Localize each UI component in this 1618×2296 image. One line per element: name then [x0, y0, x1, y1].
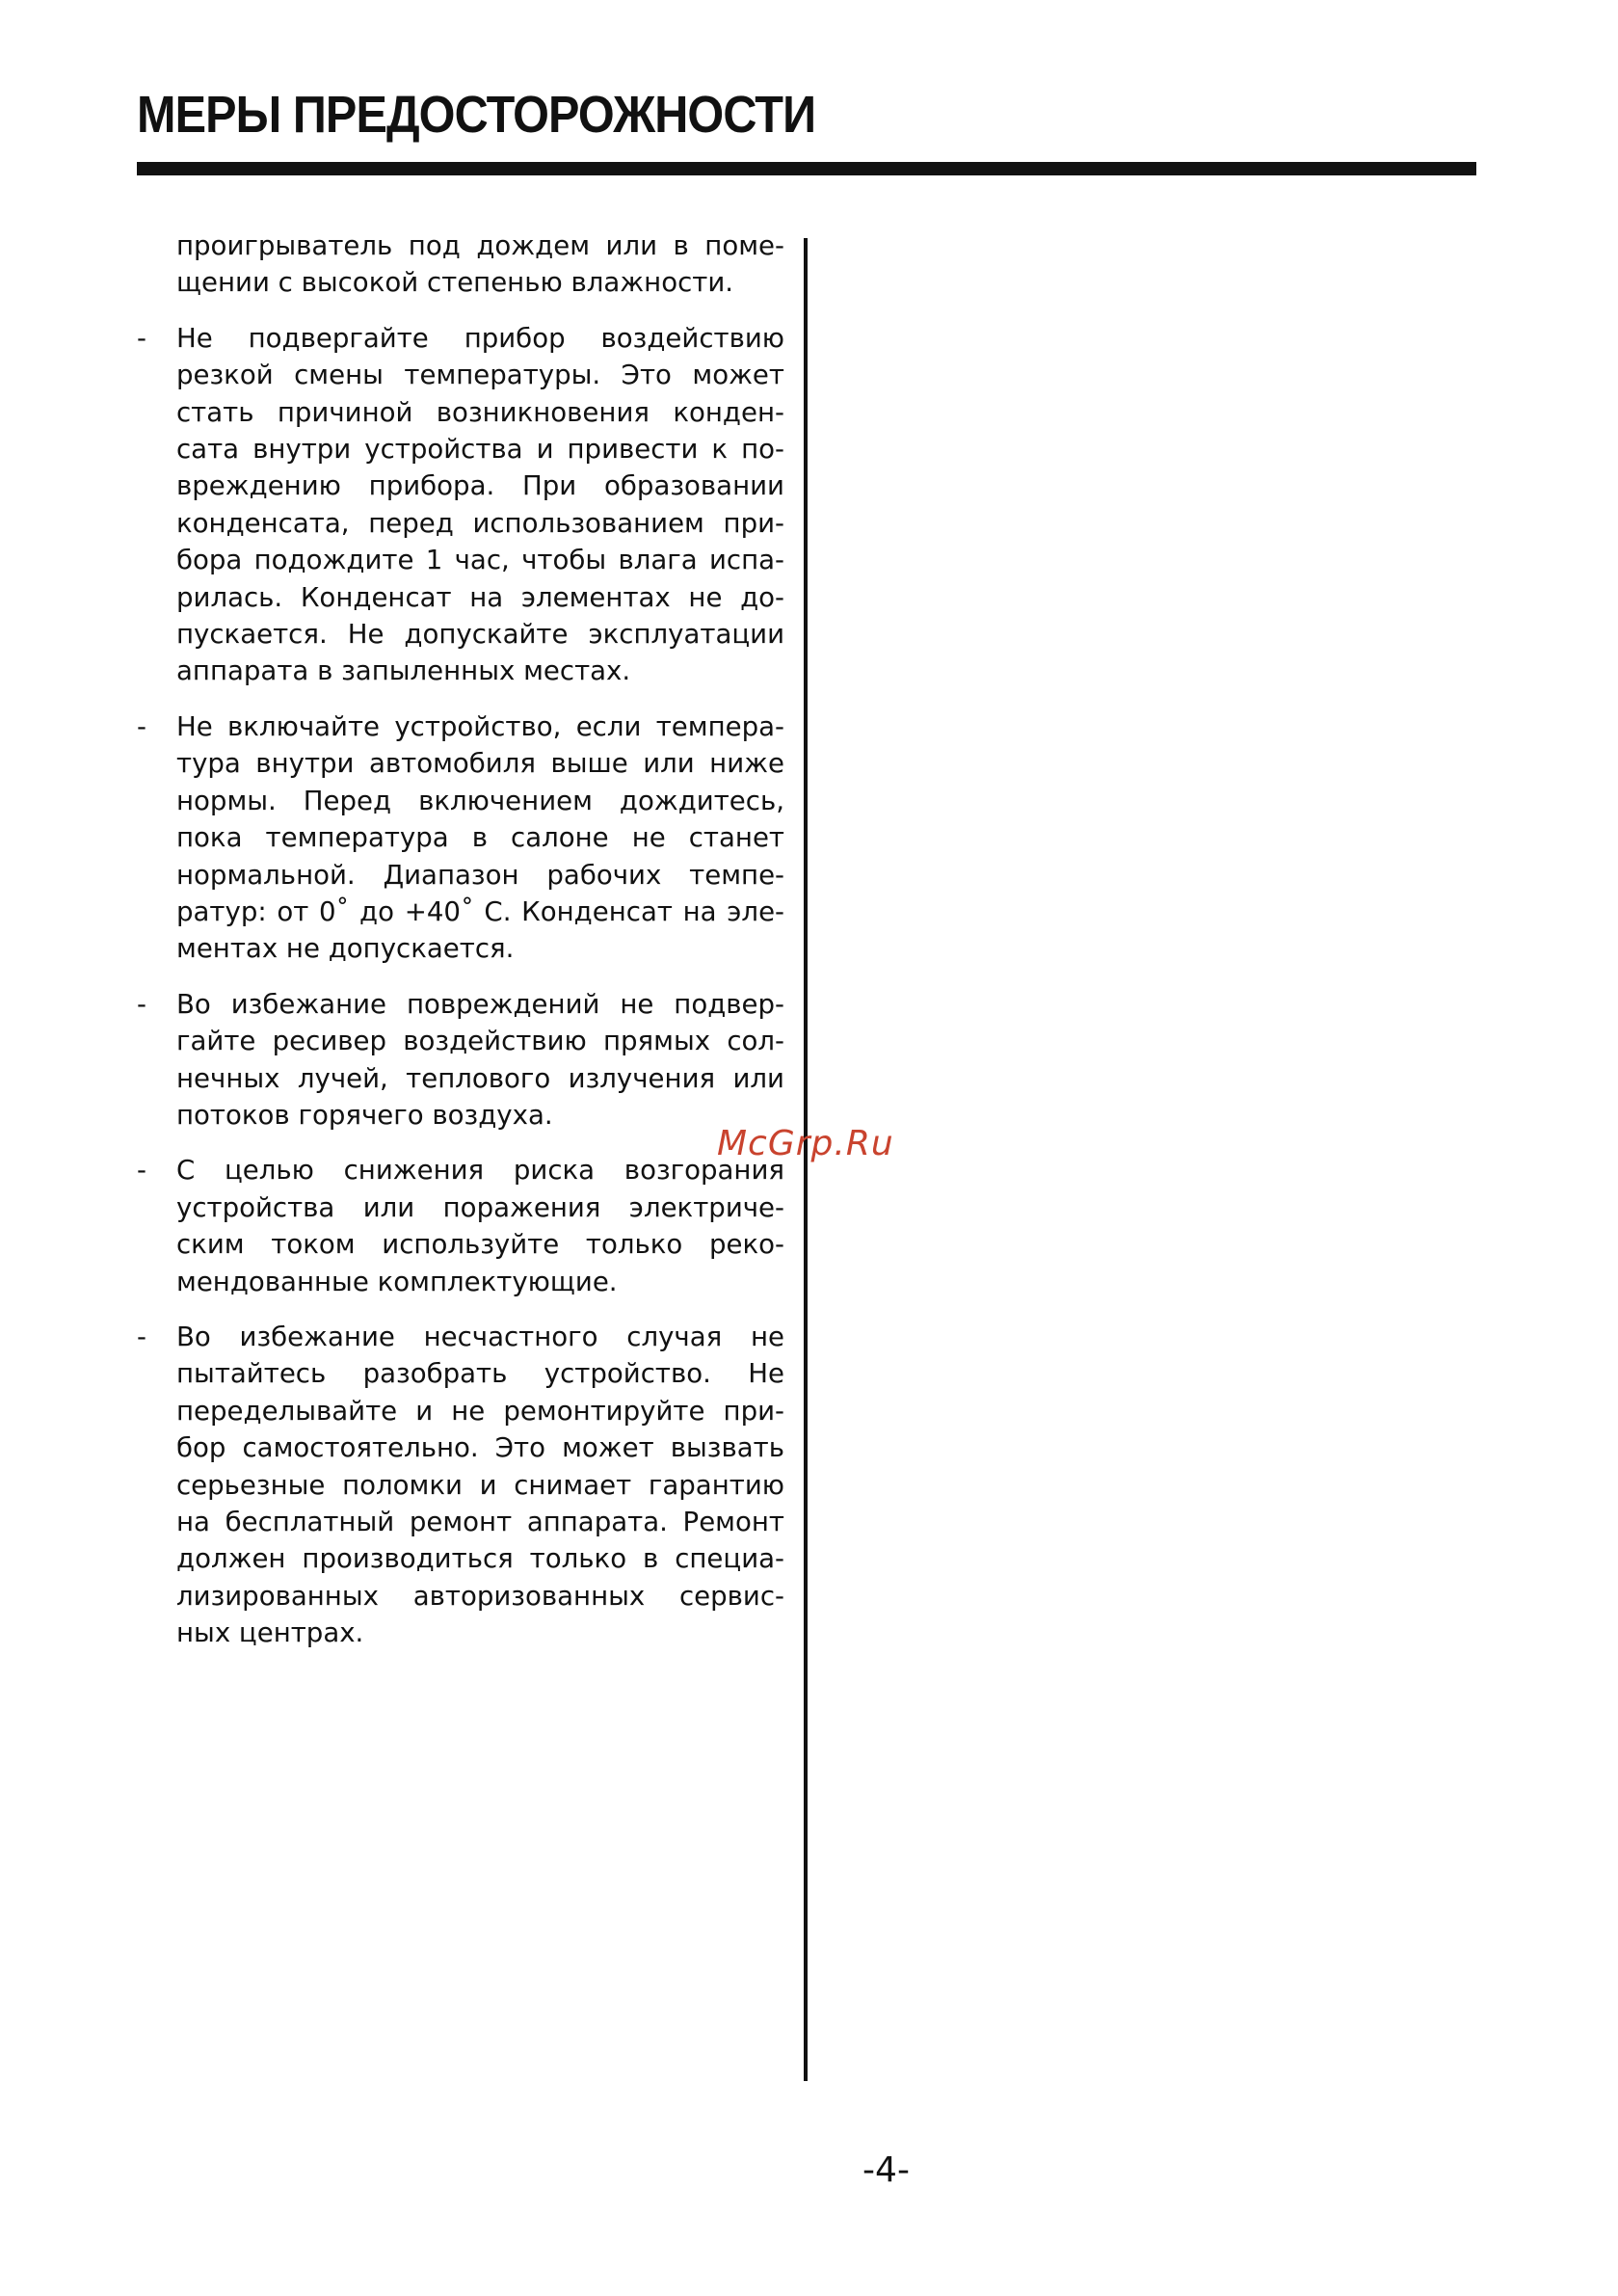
watermark: McGrp.Ru [717, 1124, 894, 1163]
list-item [137, 320, 784, 690]
bullet-dash: - [137, 321, 146, 354]
list-item-text: Не подвергайте прибор воздействию резкой смены температуры. Это может стать причиной возникновения конден-сата внутри устройства и привести к по-вреждению прибора. При образовании конденсата, перед использованием при-бора подождите 1 час, чтобы влага испа-рилась. Конденсат на элементах не до-пускается. Не допускайте эксплуатации аппарата в запыленных местах. [176, 321, 784, 687]
page-number: -4- [862, 2150, 910, 2190]
list-item-text: С целью снижения риска возгорания устройства или поражения электриче-ским током используйте только реко-мендованные комплектующие. [176, 1154, 784, 1297]
list-item [137, 708, 784, 968]
list-item-text: Во избежание повреждений не подвер-гайте ресивер воздействию прямых сол-нечных лучей, теплового излучения или потоков горячего воздуха. [176, 987, 784, 1131]
page-title: МЕРЫ ПРЕДОСТОРОЖНОСТИ [137, 86, 816, 144]
list-item [137, 986, 784, 1135]
list-item [137, 1319, 784, 1652]
bullet-dash: - [137, 1154, 146, 1187]
title-rule [137, 162, 1476, 175]
intro-paragraph: проигрыватель под дождем или в поме-щении с высокой степенью влажности. [176, 229, 784, 299]
bullet-dash: - [137, 1320, 146, 1352]
precautions-text [137, 227, 784, 1652]
bullet-dash: - [137, 709, 146, 742]
list-item [137, 1152, 784, 1300]
list-item-text: Не включайте устройство, если темпера-тура внутри автомобиля выше или ниже нормы. Перед включением дождитесь, пока температура в салоне не станет нормальной. Диапазон рабочих темпе-ратур: от 0˚ до +40˚ С. Конденсат на эле-ментах не допускается. [176, 709, 784, 965]
list-item-text: Во избежание несчастного случая не пытайтесь разобрать устройство. Не переделывайте и не ремонтируйте при-бор самостоятельно. Это может вызвать серьезные поломки и снимает гарантию на бесплатный ремонт аппарата. Ремонт должен производиться только в специа-лизированных авторизованных сервис-ных центрах. [176, 1320, 784, 1649]
bullet-dash: - [137, 987, 146, 1020]
